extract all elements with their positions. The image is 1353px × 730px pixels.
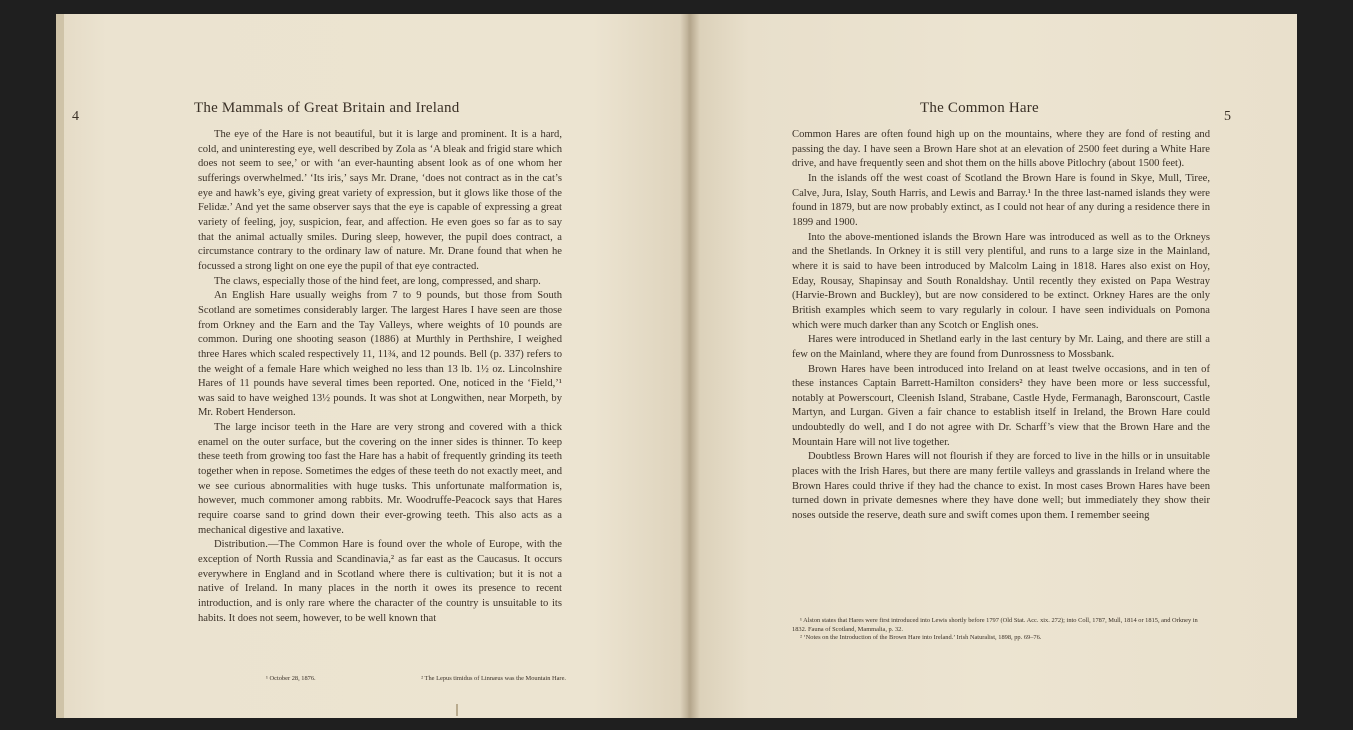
paragraph: The eye of the Hare is not beautiful, but it is large and prominent. It is a hard, cold, and uninteresting eye, well described by Zola as ‘A bleak and frigid stare which does not seem to see,’ or with ‘an ever-haunting absent look as of one whom her sufferings overwhelmed.’ ‘Its iris,’ says Mr. Drane, ‘does not contract as in the cat’s eye and hawk’s eye, giving great variety of expression, but it glows like those of the Felidæ.’ And yet the same observer says that the eye is capable of expressing a great variety of feeling, joy, suspicion, fear, and affection. He even goes so far as to say that the animal actually smiles. During sleep, however, the pupil does contract, a circumstance contrary to the ordinary law of nature. Mr. Drane found that when he focussed a strong light on one eye the pupil of that eye contracted. bbox=[198, 129, 562, 272]
left-body-text bbox=[198, 128, 562, 626]
left-page bbox=[56, 14, 688, 718]
book-gutter bbox=[680, 14, 700, 718]
right-page bbox=[688, 14, 1297, 718]
left-running-head: The Mammals of Great Britain and Ireland bbox=[194, 100, 460, 116]
paragraph: Into the above-mentioned islands the Brown Hare was introduced as well as to the Orkneys and the Shetlands. In Orkney it is still very plentiful, and runs to a large size in the Mainland, where it is said to have been introduced by Malcolm Laing in 1818. Hares also exist on Hoy, Eday, Rousay, Shapinsay and South Ronaldshay. Until recently they existed on Papa Westray (Harvie-Brown and Buckley), but are now considered to be extinct. Orkney Hares are the only British examples which seem to vary regularly in colour. I have seen individuals on Pomona which were much darker than any Scotch or English ones. bbox=[792, 231, 1210, 331]
paragraph: Brown Hares have been introduced into Ireland on at least twelve occasions, and in ten of these instances Captain Barrett-Hamilton considers² they have been more or less successful, notably at Powerscourt, Cleenish Island, Strabane, Castle Hyde, Fermanagh, Baronscourt, Castle Martyn, and Lurgan. Given a fair chance to establish itself in Ireland, the Brown Hare could undoubtedly do well, and I do not agree with Dr. Scharff’s view that the Brown Hare and the Mountain Hare will not live together. bbox=[792, 363, 1210, 448]
left-page-number: 4 bbox=[72, 109, 79, 124]
footnote: ² The Lepus timidus of Linnæus was the Mountain Hare. bbox=[421, 675, 566, 682]
paragraph: The claws, especially those of the hind feet, are long, compressed, and sharp. bbox=[214, 275, 541, 287]
paragraph: In the islands off the west coast of Scotland the Brown Hare is found in Skye, Mull, Tiree, Calve, Jura, Islay, South Harris, and Lewis and Barray.¹ In the three last-named islands they were found in 1879, but are now probably extinct, as I could not hear of any during a residence there in 1899 and 1900. bbox=[792, 172, 1210, 228]
footnote: ² ‘Notes on the Introduction of the Brown Hare into Ireland.’ Irish Naturalist, 1898, pp. 69–76. bbox=[800, 634, 1042, 642]
paragraph: Common Hares are often found high up on the mountains, where they are fond of resting and passing the day. I have seen a Brown Hare shot at an elevation of 2500 feet during a White Hare drive, and have frequently seen and shot them on the hills above Pitlochry (about 1500 feet). bbox=[792, 129, 1210, 170]
footnote: ¹ October 28, 1876. bbox=[266, 675, 316, 682]
page-mark bbox=[456, 704, 458, 716]
book-edge bbox=[56, 14, 64, 718]
paragraph: An English Hare usually weighs from 7 to 9 pounds, but those from South Scotland are sometimes considerably larger. The largest Hares I have seen are those from Orkney and the Earn and the Tay Valleys, where weights of 10 pounds are common. During one shooting season (1886) at Murthly in Perthshire, I weighed three Hares which scaled respectively 11, 11¾, and 12 pounds. Bell (p. 337) refers to the weight of a female Hare which weighed no less than 13 lb. 1½ oz. Lincolnshire Hares of 11 pounds have several times been reported. One, noticed in the ‘Field,’¹ was said to have weighed 13½ pounds. It was shot at Longwithen, near Morpeth, by Mr. Robert Henderson. bbox=[198, 290, 562, 419]
right-page-number: 5 bbox=[1224, 109, 1231, 124]
paragraph: Doubtless Brown Hares will not flourish if they are forced to live in the hills or in unsuitable places with the Irish Hares, but there are many fertile valleys and grasslands in Ireland where the Brown Hares could thrive if they had the chance to exist. In most cases Brown Hares have been turned down in private demesnes where they have done well; but immediately they show their noses outside the reserve, death sure and swift comes upon them. I remember seeing bbox=[792, 451, 1210, 522]
right-body-text bbox=[792, 128, 1210, 524]
left-footnotes bbox=[266, 675, 566, 684]
right-running-head: The Common Hare bbox=[920, 100, 1039, 116]
right-footnotes bbox=[792, 617, 1210, 643]
paragraph: Hares were introduced in Shetland early in the last century by Mr. Laing, and there are still a few on the Mainland, where they are found from Dunrossness to Mossbank. bbox=[792, 334, 1210, 360]
paragraph: Distribution.—The Common Hare is found over the whole of Europe, with the exception of North Russia and Scandinavia,² as far east as the Caucasus. It occurs everywhere in England and in Scotland where there is cultivation; but it is not a native of Ireland. In many places in the north it owes its presence to recent introduction, and is only rare where the character of the country is unsuitable to its habits. It does not seem, however, to be well known that bbox=[198, 539, 562, 624]
footnote: ¹ Alston states that Hares were first introduced into Lewis shortly before 1797 (Old Stat. Acc. xix. 272); into Coll, 1787, Mull, 1814 or 1815, and Orkney in 1832. Fauna of Scotland, Mammalia, p. 32. bbox=[792, 617, 1198, 633]
open-book bbox=[56, 14, 1297, 718]
paragraph: The large incisor teeth in the Hare are very strong and covered with a thick enamel on the outer surface, but the covering on the inner sides is thinner. To keep these teeth from growing too fast the Hare has a habit of frequently grinding its teeth together when in repose. Sometimes the edges of these teeth do not exactly meet, and we see curious abnormalities with huge tusks. This unfortunate malformation is, however, much commoner among rabbits. Mr. Woodruffe-Peacock says that Hares require coarse sand to grind down their ever-growing teeth. This also acts as a mechanical digestive and laxative. bbox=[198, 422, 562, 536]
